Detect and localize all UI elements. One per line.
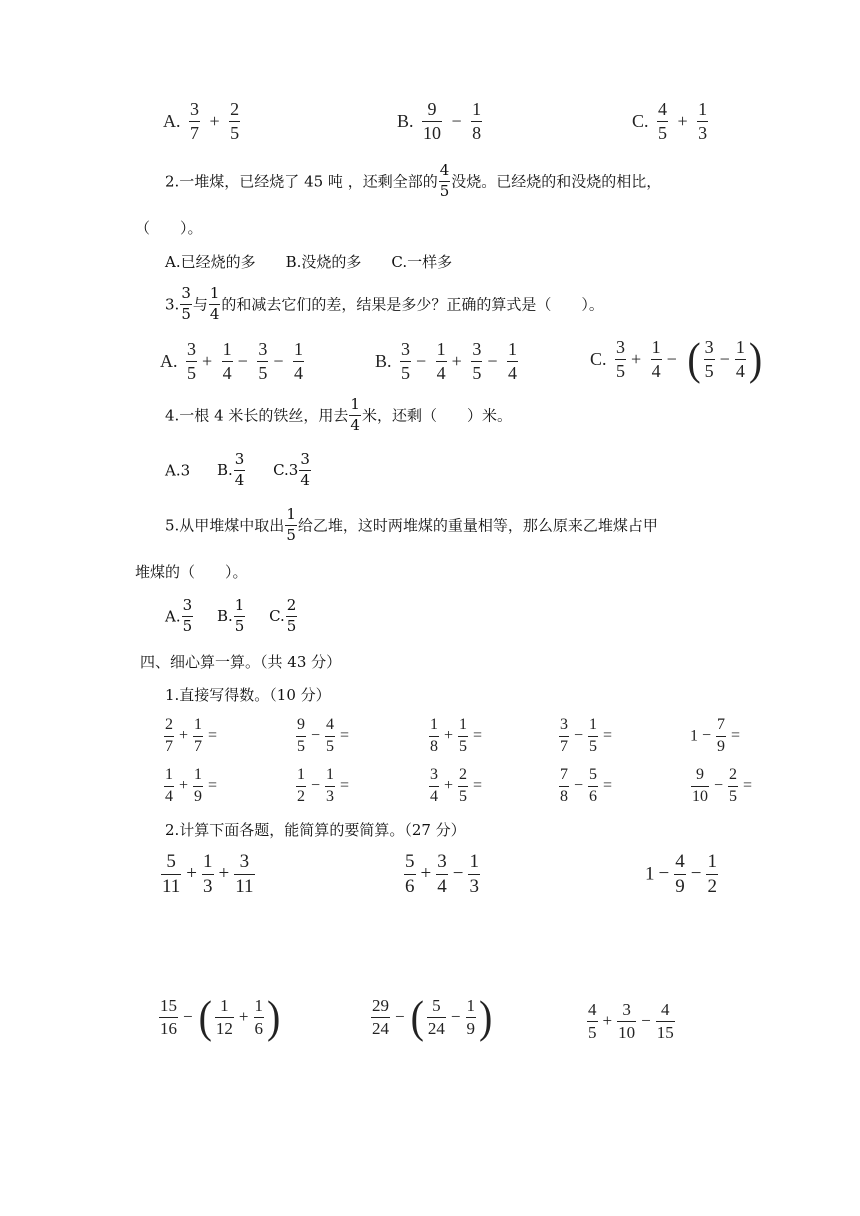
section-title: 四、细心算一算。（共 43 分）: [140, 653, 342, 671]
direct-calc-item: $\frac{1}{4}$ + $\frac{1}{9}$ =: [165, 766, 218, 805]
q4-text: 4.一根 4 米长的铁丝，用去 $\frac{1}{4}$ 米，还剩（ ）米。: [165, 395, 512, 434]
q5-options: A. $\frac{3}{5}$ B. $\frac{1}{5}$ C. $\frac{2}{5}$: [165, 596, 297, 635]
q5-blank: 堆煤的（ ）。: [135, 563, 248, 581]
direct-calc-item: 1 − $\frac{7}{9}$ =: [690, 716, 741, 755]
calc-expr-4: $\frac{15}{16}$ − ( $\frac{1}{12}$ + $\frac{1}{6}$ ): [160, 990, 281, 1043]
calc-expr-2: $\frac{5}{6}$ + $\frac{3}{4}$ − $\frac{1}{3}$: [405, 851, 479, 897]
direct-calc-item: $\frac{3}{7}$ − $\frac{1}{5}$ =: [560, 716, 613, 755]
part1-heading: 1.直接写得数。（10 分）: [165, 686, 331, 704]
q3-option-c: C. $\frac{3}{5}$ + $\frac{1}{4}$ − ( $\frac{3}{5}$ − $\frac{1}{4}$ ): [590, 332, 763, 385]
q5-text: 5.从甲堆煤中取出 $\frac{1}{5}$ 给乙堆，这时两堆煤的重量相等，那么原来乙堆煤占甲: [165, 505, 658, 544]
direct-calc-item: $\frac{1}{8}$ + $\frac{1}{5}$ =: [430, 716, 483, 755]
calc-expr-3: 1 − $\frac{4}{9}$ − $\frac{1}{2}$: [645, 851, 717, 897]
calc-expr-5: $\frac{29}{24}$ − ( $\frac{5}{24}$ − $\frac{1}{9}$ ): [372, 990, 493, 1043]
direct-calc-item: $\frac{3}{4}$ + $\frac{2}{5}$ =: [430, 766, 483, 805]
q1-option-b: B. $\frac{9}{10}$ − $\frac{1}{8}$: [397, 99, 482, 143]
q3-text: 3. $\frac{3}{5}$ 与 $\frac{1}{4}$ 的和减去它们的差，结果是多少？正确的算式是（ ）。: [165, 284, 604, 323]
q3-option-a: A. $\frac{3}{5}$ + $\frac{1}{4}$ − $\frac{3}{5}$ − $\frac{1}{4}$: [160, 339, 303, 383]
direct-calc-item: $\frac{9}{5}$ − $\frac{4}{5}$ =: [297, 716, 350, 755]
q3-option-b: B. $\frac{3}{5}$ − $\frac{1}{4}$ + $\frac{3}{5}$ − $\frac{1}{4}$: [375, 339, 517, 383]
option-label: A.: [163, 110, 181, 131]
option-label: C.: [632, 110, 649, 131]
q2-options: A.已经烧的多 B.没烧的多 C.一样多: [165, 253, 453, 271]
option-label: B.: [397, 110, 414, 131]
q2-blank: （ ）。: [135, 219, 203, 237]
q1-option-c: C. $\frac{4}{5}$ + $\frac{1}{3}$: [632, 99, 708, 143]
q2-text: 2.一堆煤，已经烧了 45 吨 ，还剩全部的 $\frac{4}{5}$ 没烧。已经烧的和没烧的相比，: [165, 161, 662, 200]
part2-heading: 2.计算下面各题，能简算的要简算。（27 分）: [165, 821, 466, 839]
calc-expr-1: $\frac{5}{11}$ + $\frac{1}{3}$ + $\frac{3}{11}$: [162, 851, 254, 897]
q1-option-a: A. $\frac{3}{7}$ + $\frac{2}{5}$: [163, 99, 240, 143]
direct-calc-item: $\frac{1}{2}$ − $\frac{1}{3}$ =: [297, 766, 350, 805]
direct-calc-item: $\frac{7}{8}$ − $\frac{5}{6}$ =: [560, 766, 613, 805]
q4-options: A.3 B. $\frac{3}{4}$ C.3 $\frac{3}{4}$: [165, 450, 310, 489]
calc-expr-6: $\frac{4}{5}$ + $\frac{3}{10}$ − $\frac{4}{15}$: [588, 1000, 674, 1042]
direct-calc-item: $\frac{9}{10}$ − $\frac{2}{5}$ =: [692, 766, 753, 805]
direct-calc-item: $\frac{2}{7}$ + $\frac{1}{7}$ =: [165, 716, 218, 755]
